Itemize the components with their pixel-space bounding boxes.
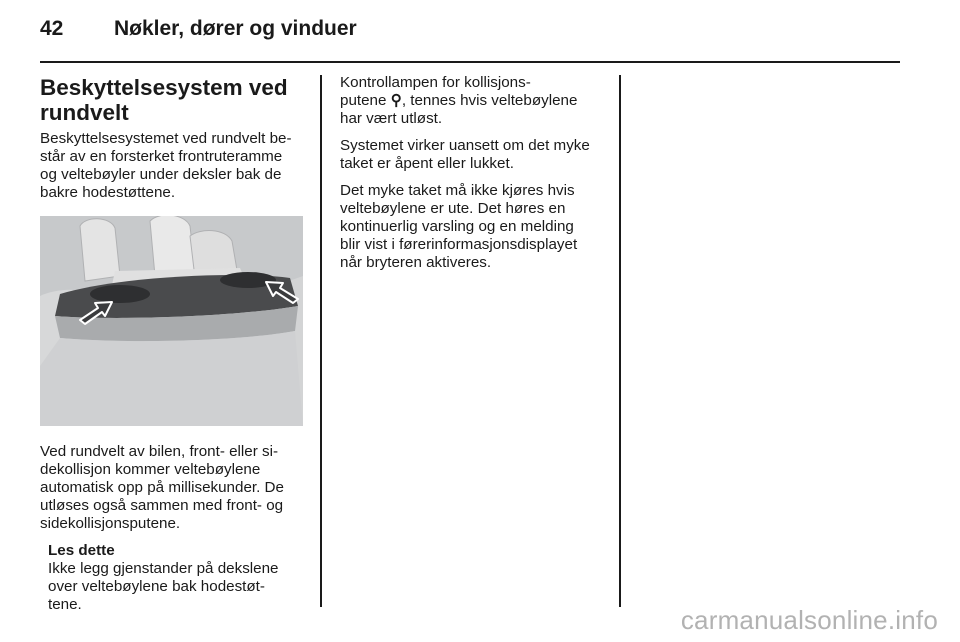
body-paragraph: Ved rundvelt av bilen, front- eller si- dekollisjon kommer veltebøylene automatisk opp på millisekunder. De utløses også sammen med front- og sidekollisjonsputene. bbox=[40, 443, 284, 532]
intro-paragraph: Beskyttelsesystemet ved rundvelt be- står av en forsterket frontruteramme og veltebøyler under deksler bak de bakre hodestøttene. bbox=[40, 130, 292, 201]
rollover-bars-figure bbox=[40, 216, 303, 426]
notice-title: Les dette bbox=[48, 542, 115, 559]
airbag-warning-icon: ⚲ bbox=[390, 92, 402, 109]
chapter-title: Nøkler, dører og vinduer bbox=[114, 17, 357, 40]
soft-top-paragraph: Det myke taket må ikke kjøres hvis veltebøylene er ute. Det høres en kontinuerlig varsling og en melding blir vist i førerinformasjonsdisplayet når bryteren aktiveres. bbox=[340, 182, 578, 271]
system-paragraph: Systemet virker uansett om det myke taket er åpent eller lukket. bbox=[340, 137, 590, 172]
notice-text: Ikke legg gjenstander på dekslene over veltebøylene bak hodestøt- tene. bbox=[48, 560, 279, 613]
convertible-rear-illustration bbox=[40, 216, 303, 426]
watermark: carmanualsonline.info bbox=[680, 605, 938, 635]
header-rule bbox=[40, 61, 900, 63]
column-divider-2 bbox=[619, 75, 621, 607]
warning-lamp-text-before: Kontrollampen for kollisjons- putene bbox=[340, 74, 531, 109]
page-number: 42 bbox=[40, 17, 64, 40]
section-heading: Beskyttelsesystem ved rundvelt bbox=[40, 75, 288, 125]
column-left bbox=[40, 74, 308, 623]
warning-lamp-paragraph bbox=[340, 74, 608, 128]
warning-lamp-text-after: , tennes hvis veltebøylene har vært utløst. bbox=[340, 92, 578, 127]
notice-box bbox=[48, 542, 308, 614]
column-divider-1 bbox=[320, 75, 322, 607]
column-right bbox=[340, 74, 608, 281]
